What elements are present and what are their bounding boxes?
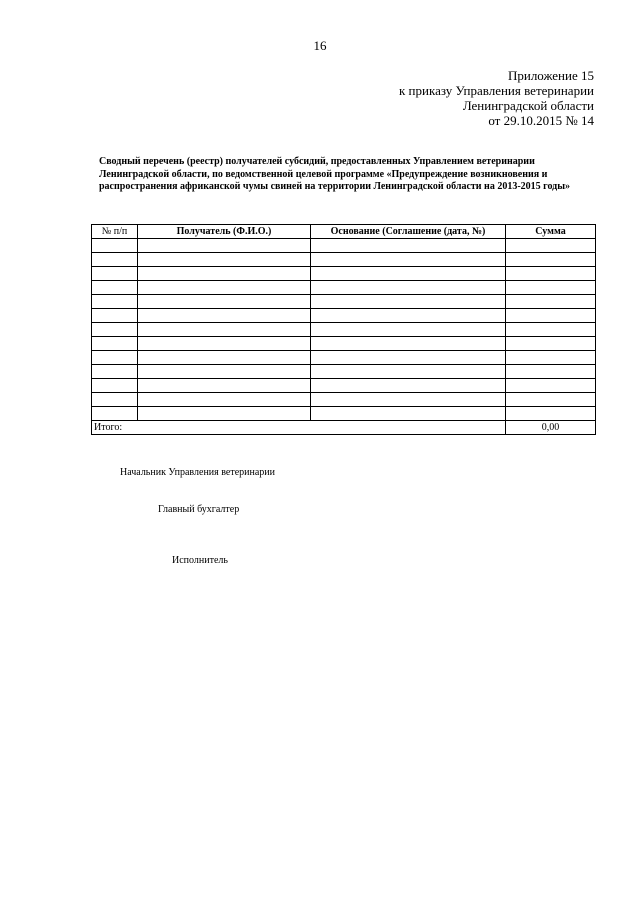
table-row [92, 365, 596, 379]
table-cell [92, 393, 138, 407]
table-cell [138, 239, 311, 253]
table-cell [506, 323, 596, 337]
table-cell [92, 365, 138, 379]
table-cell [138, 379, 311, 393]
total-row [92, 421, 596, 435]
table-cell [506, 295, 596, 309]
table-cell [92, 295, 138, 309]
table-cell [92, 253, 138, 267]
document-title: Сводный перечень (реестр) получателей субсидий, предоставленных Управлением ветеринарии Ленинградской области, по ведомственной целевой программе «Предупреждение возникновения и распространения африканской чумы свиней на территории Ленинградской области на 2013-2015 годы» [99, 156, 571, 192]
appendix-line-3: Ленинградской области [462, 98, 594, 113]
table-cell [92, 351, 138, 365]
table-cell [311, 281, 506, 295]
table-row [92, 267, 596, 281]
page-number: 16 [313, 38, 327, 53]
table-cell [138, 295, 311, 309]
table-row [92, 239, 596, 253]
table-cell [311, 253, 506, 267]
table-cell [138, 351, 311, 365]
table-cell [138, 309, 311, 323]
table-cell [311, 393, 506, 407]
table-row [92, 337, 596, 351]
table-cell [311, 365, 506, 379]
appendix-line-4: от 29.10.2015 № 14 [488, 113, 594, 128]
table-row [92, 253, 596, 267]
table-cell [138, 393, 311, 407]
table-cell [92, 323, 138, 337]
table-cell [311, 267, 506, 281]
table-cell [311, 379, 506, 393]
table-cell [92, 281, 138, 295]
table-cell [138, 365, 311, 379]
table-cell [311, 309, 506, 323]
table-cell [506, 379, 596, 393]
table-cell [311, 337, 506, 351]
table-cell [92, 379, 138, 393]
table-cell [506, 351, 596, 365]
table-cell [92, 337, 138, 351]
registry-table [91, 224, 596, 435]
table-cell [311, 323, 506, 337]
signature-accountant: Главный бухгалтер [158, 504, 240, 515]
table-cell [138, 253, 311, 267]
signature-executor: Исполнитель [172, 555, 228, 566]
table-cell [506, 267, 596, 281]
table-row [92, 309, 596, 323]
header-basis: Основание (Соглашение (дата, №) [311, 225, 506, 239]
table-cell [506, 407, 596, 421]
appendix-line-1: Приложение 15 [507, 68, 594, 83]
table-header-row [92, 225, 596, 239]
table-cell [506, 309, 596, 323]
table-row [92, 323, 596, 337]
table-row [92, 407, 596, 421]
table-cell [506, 281, 596, 295]
total-sum: 0,00 [506, 421, 596, 435]
table-row [92, 281, 596, 295]
table-row [92, 393, 596, 407]
table-cell [506, 337, 596, 351]
table-cell [138, 267, 311, 281]
table-cell [311, 407, 506, 421]
table-body [92, 239, 596, 435]
table-cell [311, 295, 506, 309]
table-cell [506, 393, 596, 407]
table-cell [92, 239, 138, 253]
table-cell [92, 267, 138, 281]
signature-head: Начальник Управления ветеринарии [120, 467, 275, 478]
table-cell [138, 337, 311, 351]
table-cell [311, 351, 506, 365]
table-cell [506, 253, 596, 267]
appendix-block [399, 68, 594, 128]
table-cell [138, 281, 311, 295]
total-label: Итого: [92, 421, 506, 435]
table-cell [92, 309, 138, 323]
table-cell [506, 365, 596, 379]
table-cell [92, 407, 138, 421]
header-number: № п/п [92, 225, 138, 239]
table-cell [138, 407, 311, 421]
appendix-line-2: к приказу Управления ветеринарии [398, 83, 594, 98]
header-sum: Сумма [506, 225, 596, 239]
table-row [92, 351, 596, 365]
table-cell [311, 239, 506, 253]
table-row [92, 295, 596, 309]
table-cell [138, 323, 311, 337]
table-row [92, 379, 596, 393]
header-recipient: Получатель (Ф.И.О.) [138, 225, 311, 239]
table-cell [506, 239, 596, 253]
